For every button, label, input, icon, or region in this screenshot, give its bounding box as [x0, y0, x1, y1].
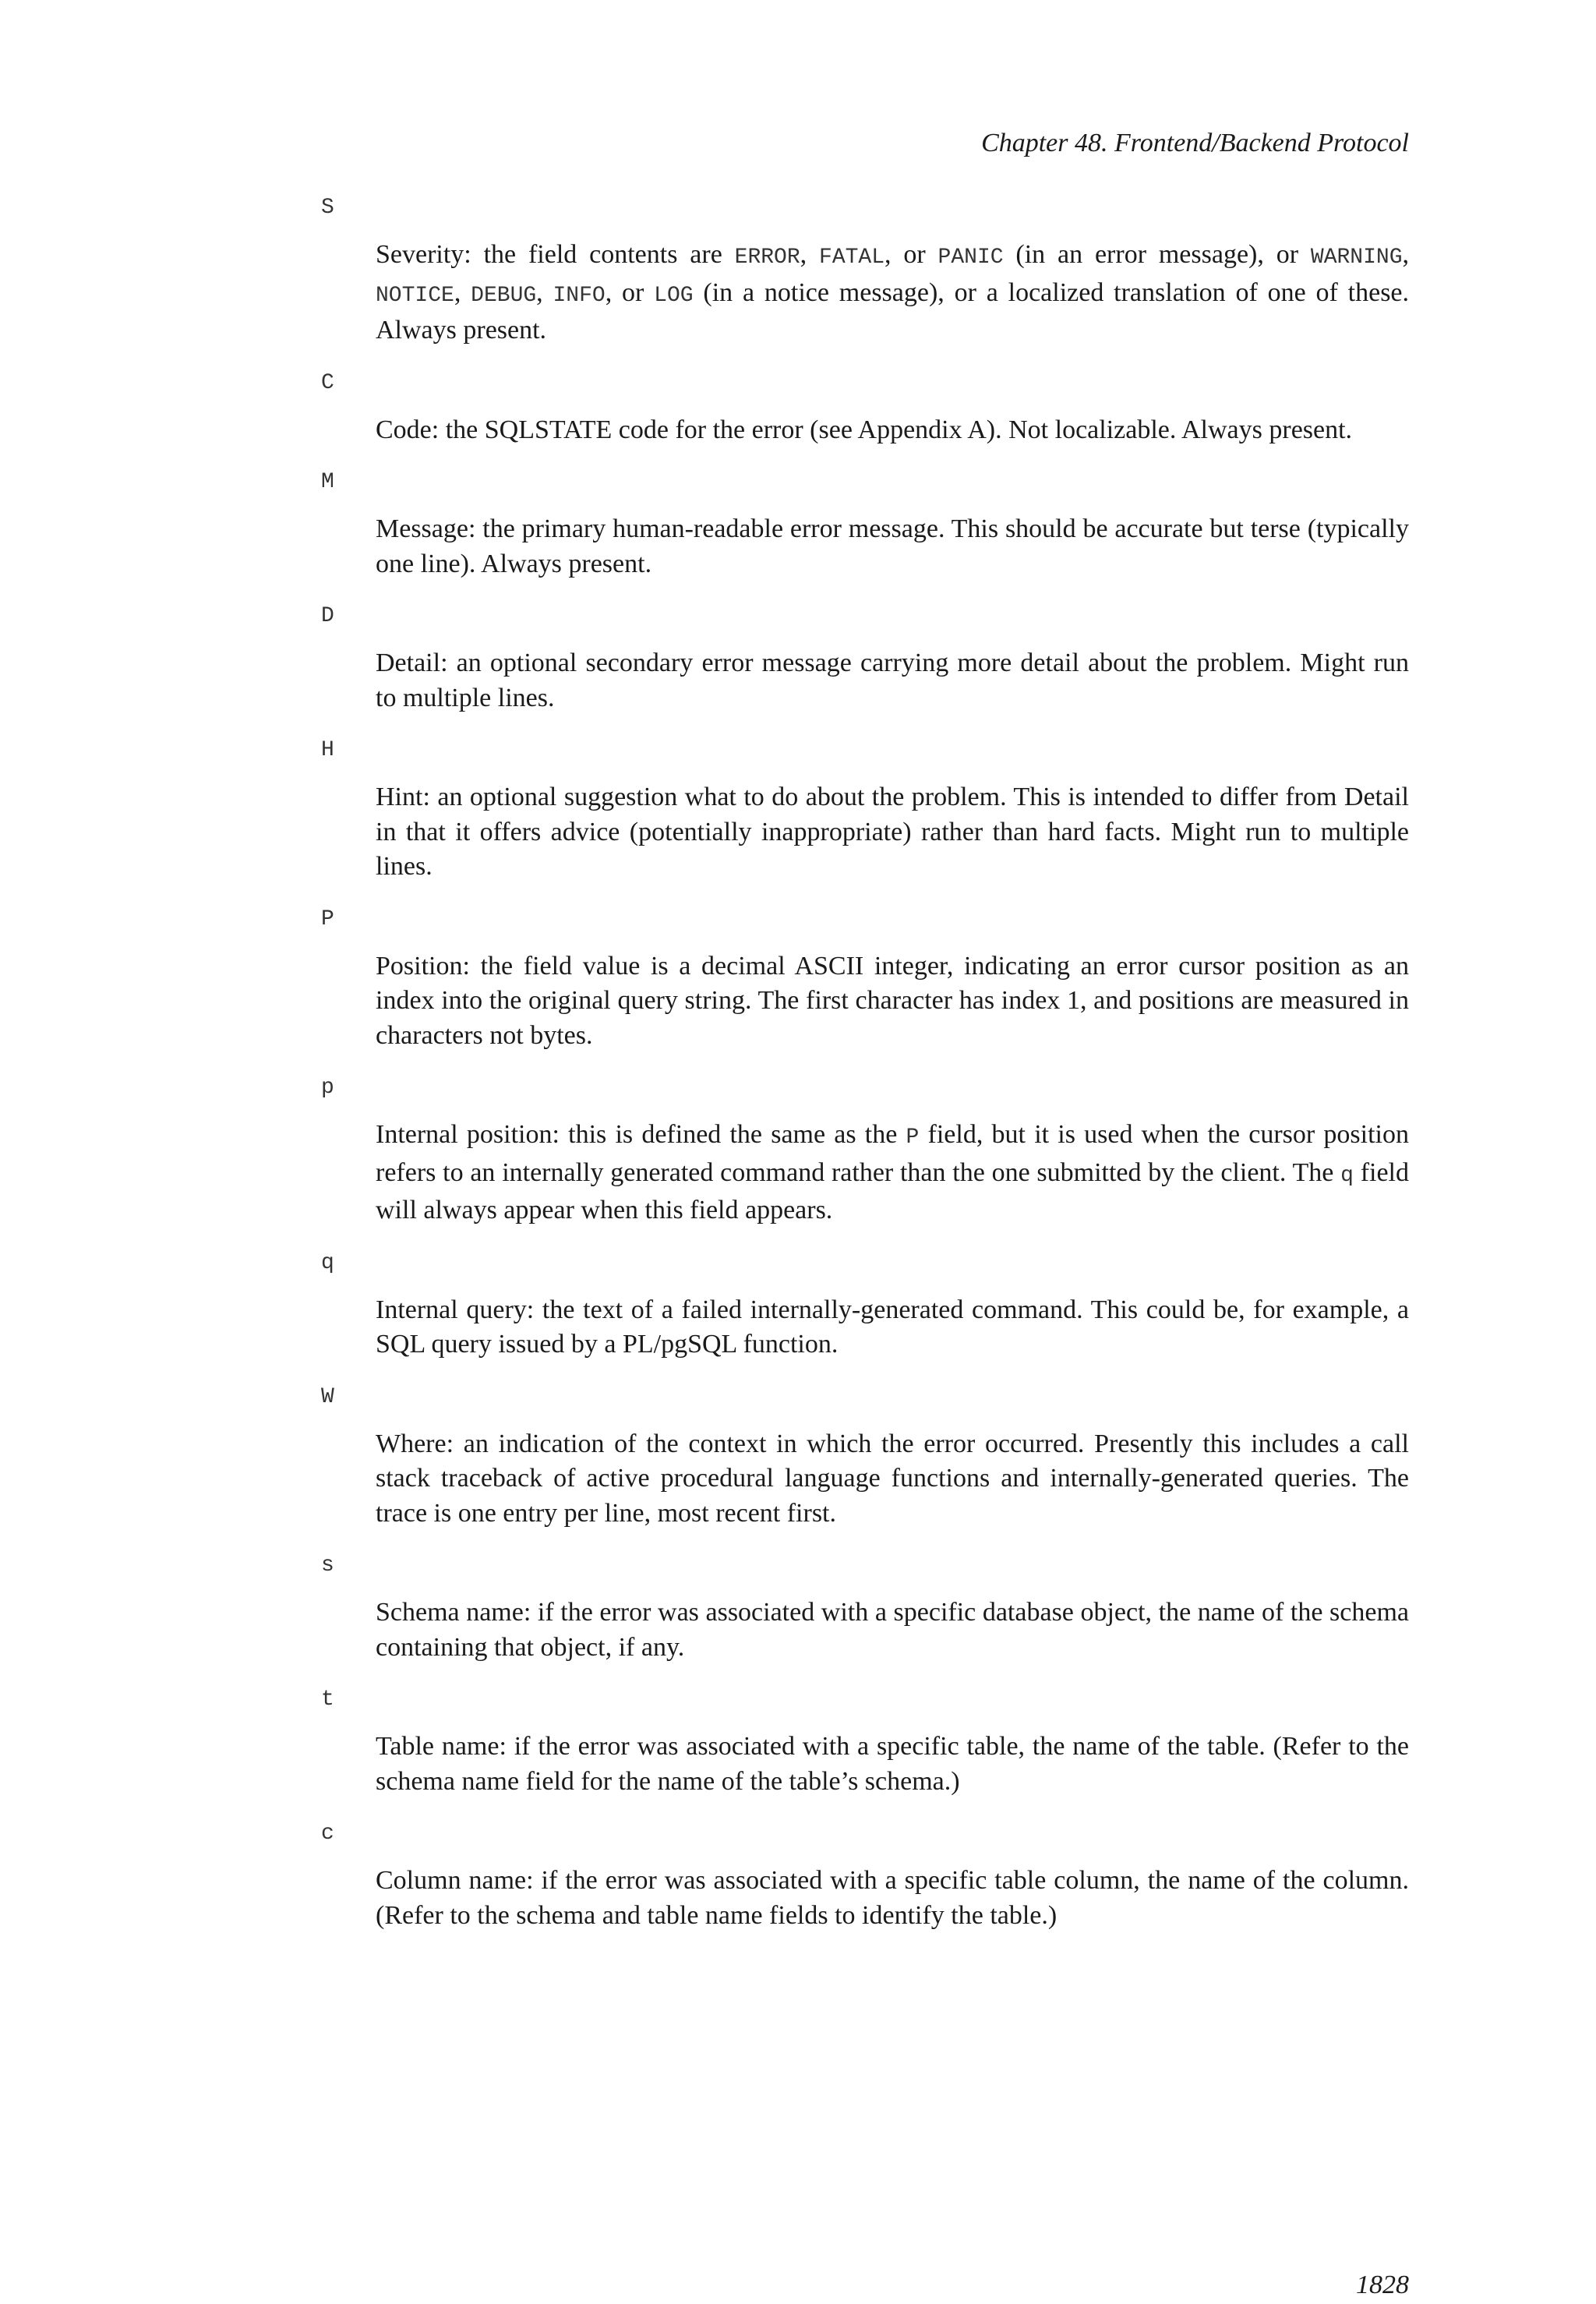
field-entry: [321, 903, 1409, 1054]
page-number: 1828: [1356, 2270, 1409, 2299]
inline-code-literal: PANIC: [937, 246, 1004, 270]
field-entry: [321, 1246, 1409, 1362]
description-text: ,: [536, 277, 553, 307]
field-description: [376, 646, 1409, 716]
inline-code-literal: NOTICE: [376, 283, 454, 308]
field-description: [376, 512, 1409, 581]
description-text: , or: [605, 277, 655, 307]
description-text: ,: [454, 277, 471, 307]
field-description: [376, 949, 1409, 1054]
description-text: Internal position: this is defined the same as the: [376, 1120, 906, 1149]
description-text: , or: [885, 240, 938, 269]
inline-code-literal: ERROR: [734, 246, 800, 270]
field-description: [376, 780, 1409, 885]
field-entry: [321, 1817, 1409, 1933]
field-code: S: [321, 196, 334, 220]
running-header: Chapter 48. Frontend/Backend Protocol: [981, 129, 1409, 157]
field-description: [376, 1864, 1409, 1933]
field-description: [376, 413, 1409, 448]
inline-code-literal: INFO: [553, 283, 606, 308]
field-entry: [321, 191, 1409, 348]
field-description: [376, 1595, 1409, 1665]
inline-code-literal: q: [1340, 1163, 1354, 1188]
description-text: field, but it is used when the cursor position refers to an internally generated command rather than the one submitted by the client. The: [376, 1120, 1409, 1187]
inline-code-literal: P: [906, 1125, 920, 1150]
field-entry: [321, 1549, 1409, 1665]
field-entry: [321, 366, 1409, 448]
description-text: Position: the field value is a decimal ASCII integer, indicating an error cursor position as an index into the original query string. The first character has index 1, and positions are measured in characters not bytes.: [376, 951, 1409, 1050]
field-description: [376, 1427, 1409, 1532]
description-text: Column name: if the error was associated with a specific table column, the name of the column. (Refer to the schema and table name fields to identify the table.): [376, 1866, 1409, 1930]
field-entry: [321, 1071, 1409, 1228]
inline-code-literal: DEBUG: [471, 283, 537, 308]
field-code: M: [321, 470, 334, 494]
description-text: ,: [1402, 240, 1410, 269]
inline-code-literal: FATAL: [819, 246, 885, 270]
description-text: Severity: the field contents are: [376, 240, 735, 269]
field-description: [376, 1730, 1409, 1799]
description-text: (in an error message), or: [1003, 240, 1311, 269]
field-entry: [321, 599, 1409, 716]
field-entry-list: [321, 191, 1409, 1951]
field-entry: [321, 1683, 1409, 1799]
inline-code-literal: WARNING: [1310, 246, 1403, 270]
description-text: Hint: an optional suggestion what to do about the problem. This is intended to differ from Detail in that it offers advice (potentially inappropriate) rather than hard facts. Might run to multiple lines.: [376, 783, 1409, 881]
description-text: field will always appear when this field appears.: [376, 1157, 1409, 1224]
field-code: W: [321, 1384, 334, 1409]
field-code: p: [321, 1076, 334, 1100]
description-text: Code: the SQLSTATE code for the error (see Appendix A). Not localizable. Always present.: [376, 415, 1353, 444]
field-code: C: [321, 370, 334, 395]
field-code: s: [321, 1553, 334, 1578]
description-text: (in a notice message), or a localized translation of one of these. Always present.: [376, 277, 1410, 345]
description-text: Schema name: if the error was associated with a specific database object, the name of the schema containing that object, if any.: [376, 1598, 1409, 1662]
description-text: Detail: an optional secondary error message carrying more detail about the problem. Might run to multiple lines.: [376, 648, 1409, 712]
description-text: Where: an indication of the context in which the error occurred. Presently this includes a call stack traceback of active procedural language functions and internally-generated queries. The trace is one entry per line, most recent first.: [376, 1429, 1409, 1528]
description-text: Message: the primary human-readable error message. This should be accurate but terse (typically one line). Always present.: [376, 514, 1409, 578]
description-text: ,: [800, 240, 820, 269]
inline-code-literal: LOG: [654, 283, 694, 308]
field-code: c: [321, 1822, 334, 1846]
field-entry: [321, 733, 1409, 885]
description-text: Table name: if the error was associated with a specific table, the name of the table. (Refer to the schema name field for the name of the table’s schema.): [376, 1732, 1409, 1796]
field-description: [376, 1293, 1409, 1362]
description-text: Internal query: the text of a failed internally-generated command. This could be, for example, a SQL query issued by a PL/pgSQL function.: [376, 1295, 1409, 1359]
field-code: H: [321, 738, 334, 762]
field-code: t: [321, 1687, 334, 1712]
field-entry: [321, 465, 1409, 581]
field-description: [376, 1118, 1409, 1228]
field-description: [376, 238, 1409, 348]
field-entry: [321, 1380, 1409, 1532]
field-code: D: [321, 604, 334, 628]
field-code: q: [321, 1250, 334, 1275]
field-code: P: [321, 906, 334, 931]
